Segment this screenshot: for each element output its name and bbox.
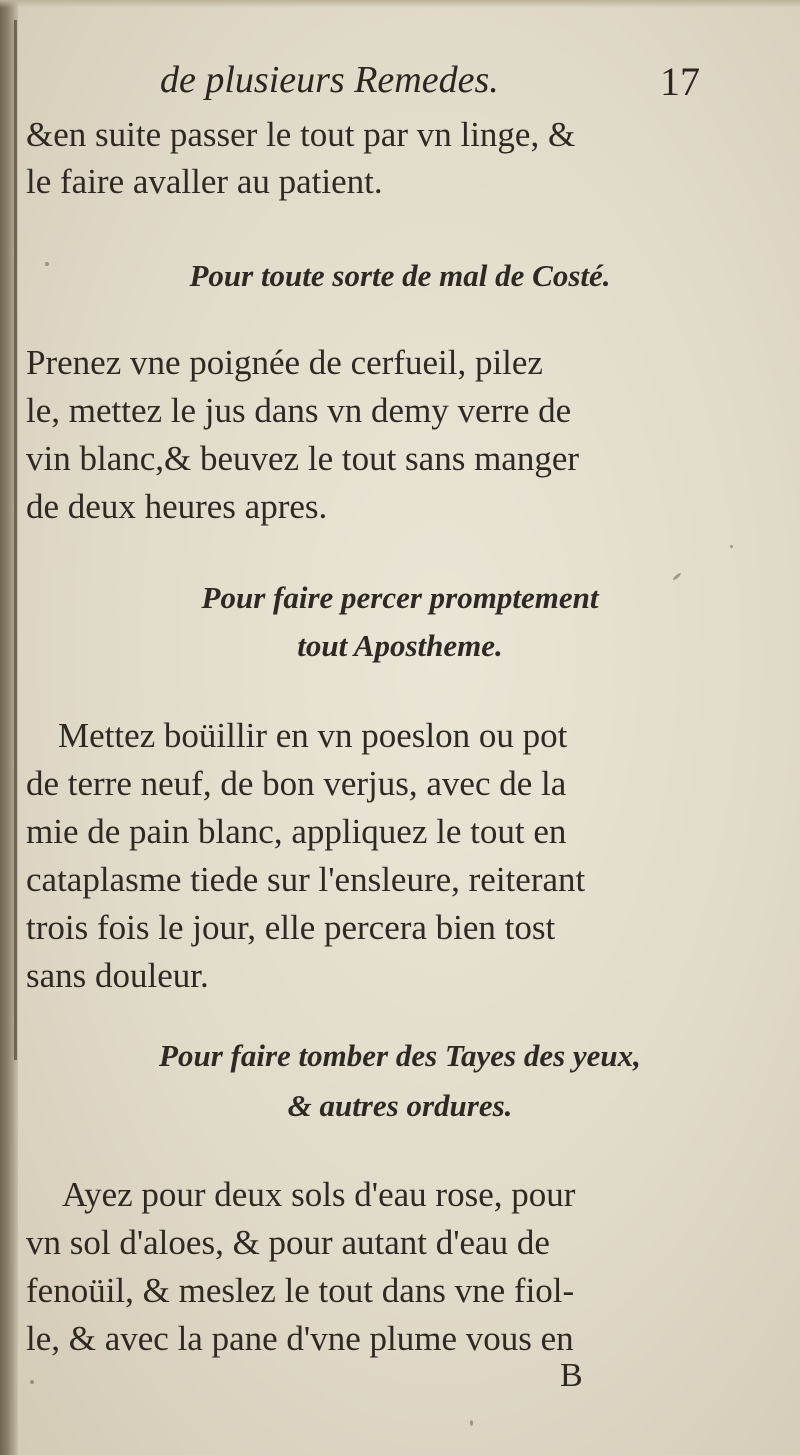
text-line: Ayez pour deux sols d'eau rose, pour — [62, 1175, 576, 1214]
text-line: le, & avec la pane d'vne plume vous en — [26, 1319, 574, 1358]
running-title: de plusieurs Remedes. — [160, 59, 499, 101]
paper-speck — [470, 1420, 473, 1426]
text-line: fenoüil, & meslez le tout dans vne fiol- — [26, 1271, 575, 1310]
section-heading: Pour faire tomber des Tayes des yeux, — [159, 1038, 641, 1073]
signature-mark: B — [560, 1357, 583, 1394]
text-line: de deux heures apres. — [26, 487, 328, 526]
section-heading: tout Apostheme. — [297, 628, 503, 663]
paper-speck — [730, 545, 733, 548]
paper-speck — [45, 262, 49, 266]
text-line: le faire avaller au patient. — [26, 162, 383, 201]
text-line: trois fois le jour, elle percera bien tost — [26, 908, 556, 947]
section-heading: Pour faire percer promptement — [201, 580, 599, 615]
running-header — [160, 58, 720, 110]
text-line: sans douleur. — [26, 956, 209, 995]
text-line: Prenez vne poignée de cerfueil, pilez — [26, 343, 543, 382]
text-line: cataplasme tiede sur l'ensleure, reiterant — [26, 860, 586, 899]
page-top-edge — [0, 0, 800, 8]
text-line: de terre neuf, de bon verjus, avec de la — [26, 764, 567, 803]
text-line: vin blanc,& beuvez le tout sans manger — [26, 439, 580, 478]
binding-shadow-line — [14, 20, 17, 1060]
text-line: vn sol d'aloes, & pour autant d'eau de — [26, 1223, 550, 1262]
text-line: Mettez boüillir en vn poeslon ou pot — [58, 716, 568, 755]
paper-speck — [30, 1380, 34, 1384]
text-line: mie de pain blanc, appliquez le tout en — [26, 812, 567, 851]
page-number: 17 — [660, 59, 700, 104]
section-heading: Pour toute sorte de mal de Costé. — [189, 258, 611, 293]
section-heading: & autres ordures. — [287, 1088, 513, 1123]
text-line: &en suite passer le tout par vn linge, & — [26, 115, 576, 154]
text-line: le, mettez le jus dans vn demy verre de — [26, 391, 572, 430]
